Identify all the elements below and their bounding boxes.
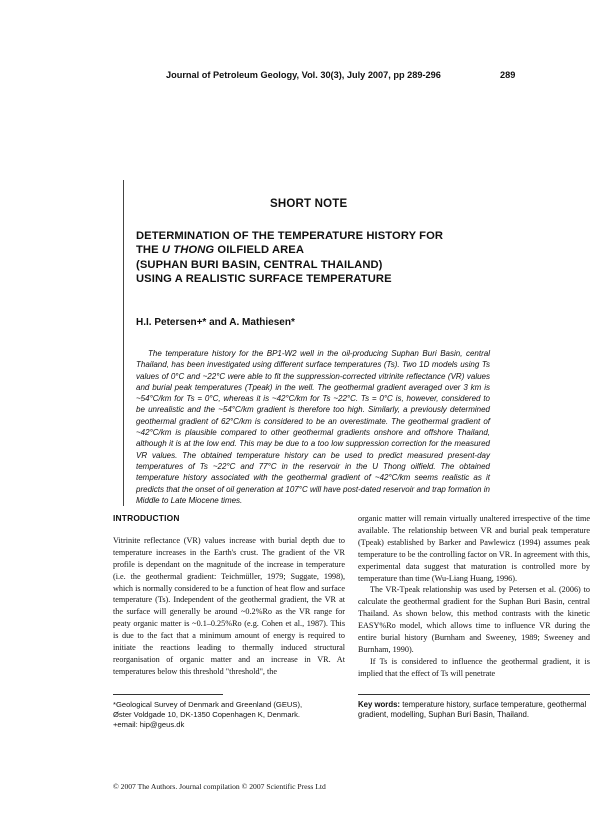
intro-paragraph-3: The VR-Tpeak relationship was used by Petersen et al. (2006) to calculate the geothermal gradient for the Suphan Buri Basin, central Thailand. As shown below, this method contrasts with the kinetic EASY%Ro model, which allows time to influence VR during the entire burial history (Burnham and Sweeney, 1989; Sweeney and Burnham, 1990). (358, 585, 590, 654)
title-line-3: (SUPHAN BURI BASIN, CENTRAL THAILAND) (136, 258, 383, 271)
abstract (136, 348, 490, 506)
running-head (0, 70, 600, 84)
keywords-text: temperature history, surface temperature, geothermal gradient, modelling, Suphan Buri Basin, Thailand. (358, 700, 587, 719)
intro-paragraph-2: organic matter will remain virtually unaltered irrespective of the time available. The relationship between VR and burial peak temperature (Tpeak) established by Barker and Pawlewicz (1994) assumes peak temperature to be the controlling factor on VR. In agreement with this, experimental data suggest that maturation is controlled more by temperature than time (Wu-Liang Huang, 1996). (358, 514, 590, 583)
author-list: H.I. Petersen+* and A. Mathiesen* (136, 317, 295, 328)
article-title (136, 229, 536, 287)
title-line-4: USING A REALISTIC SURFACE TEMPERATURE (136, 273, 392, 286)
author-affiliation (113, 700, 349, 730)
affiliation-line-2: Øster Voldgade 10, DK-1350 Copenhagen K, Denmark. (113, 710, 301, 719)
intro-paragraph-4: If Ts is considered to influence the geothermal gradient, it is implied that the effect of Ts will penetrate (358, 656, 590, 678)
keywords-block (358, 700, 590, 720)
intro-paragraph-1: Vitrinite reflectance (VR) values increase with burial depth due to temperature increases in the Earth's crust. The gradient of the VR profile is dependant on the magnitude of the increase in temperature (i.e. the geothermal gradient: Teichmüller, 1979; Suggate, 1998), which is normally considered to be a function of heat flow and surface temperature (Ts). Independent of the geothermal gradient, the VR at the surface will generally be around ~0.2%Ro as the VR range for peaty organic matter is ~0.1–0.25%Ro (e.g. Cohen et al., 1987). This is due to the fact that a minimum amount of energy is required to initiate the reactions leading to thermally induced structural reorganisation of organic matter and an increase in VR. At temperatures below this threshold "threshold", the (113, 535, 345, 676)
keywords-label: Key words: (358, 700, 401, 709)
affiliation-line-1: *Geological Survey of Denmark and Greenland (GEUS), (113, 700, 303, 709)
section-label: SHORT NOTE (270, 198, 348, 210)
title-line-1: DETERMINATION OF THE TEMPERATURE HISTORY FOR (136, 230, 444, 242)
journal-citation: Journal of Petroleum Geology, Vol. 30(3), July 2007, pp 289-296 (166, 70, 441, 80)
footnote-rule (113, 694, 223, 695)
copyright-line: © 2007 The Authors. Journal compilation © 2007 Scientific Press Ltd (113, 782, 326, 791)
introduction-heading: INTRODUCTION (113, 513, 180, 523)
right-column (358, 513, 590, 680)
left-column (113, 513, 345, 678)
title-italic-u-thong: U THONG (161, 244, 215, 257)
title-line-2: THE U THONG OILFIELD AREA (136, 244, 305, 257)
abstract-text: The temperature history for the BP1-W2 well in the oil-producing Suphan Buri Basin, central Thailand, has been investigated using different surface temperatures (Ts). Two 1D models using Ts values of 0°C and ~22°C were able to fit the suppression-corrected vitrinite reflectance (VR) values and burial peak temperatures (Tpeak) in the well. The geothermal gradient averaged over 3 km is ~54°C/km for Ts = 0°C, whereas it is ~42°C/km for Ts ~22°C. Ts = 0°C is, however, considered to be unrealistic and the ~54°C/km gradient is therefore too high. Similarly, a previously determined geothermal gradient of 62°C/km is considered to be an overestimate. The geothermal gradient of ~42°C/km is plausible compared to other geothermal gradients onshore and offshore Thailand, although it is at the low end. This may be due to a too low suppression correction for the measured VR values. The obtained temperature history can be used to predict measured present-day temperatures of Ts ~22°C and 77°C in the reservoir in the U Thong oilfield. The obtained temperature history associated with the geothermal gradient of ~42°C/km seems realistic as it predicts that the onset of oil generation at 107°C will have post-dated reservoir and trap formation in Middle to Late Miocene times. (136, 349, 490, 505)
vertical-rule (123, 180, 124, 506)
keywords-rule (358, 694, 590, 695)
affiliation-email[interactable]: +email: hip@geus.dk (113, 720, 185, 729)
page-number: 289 (500, 70, 516, 80)
